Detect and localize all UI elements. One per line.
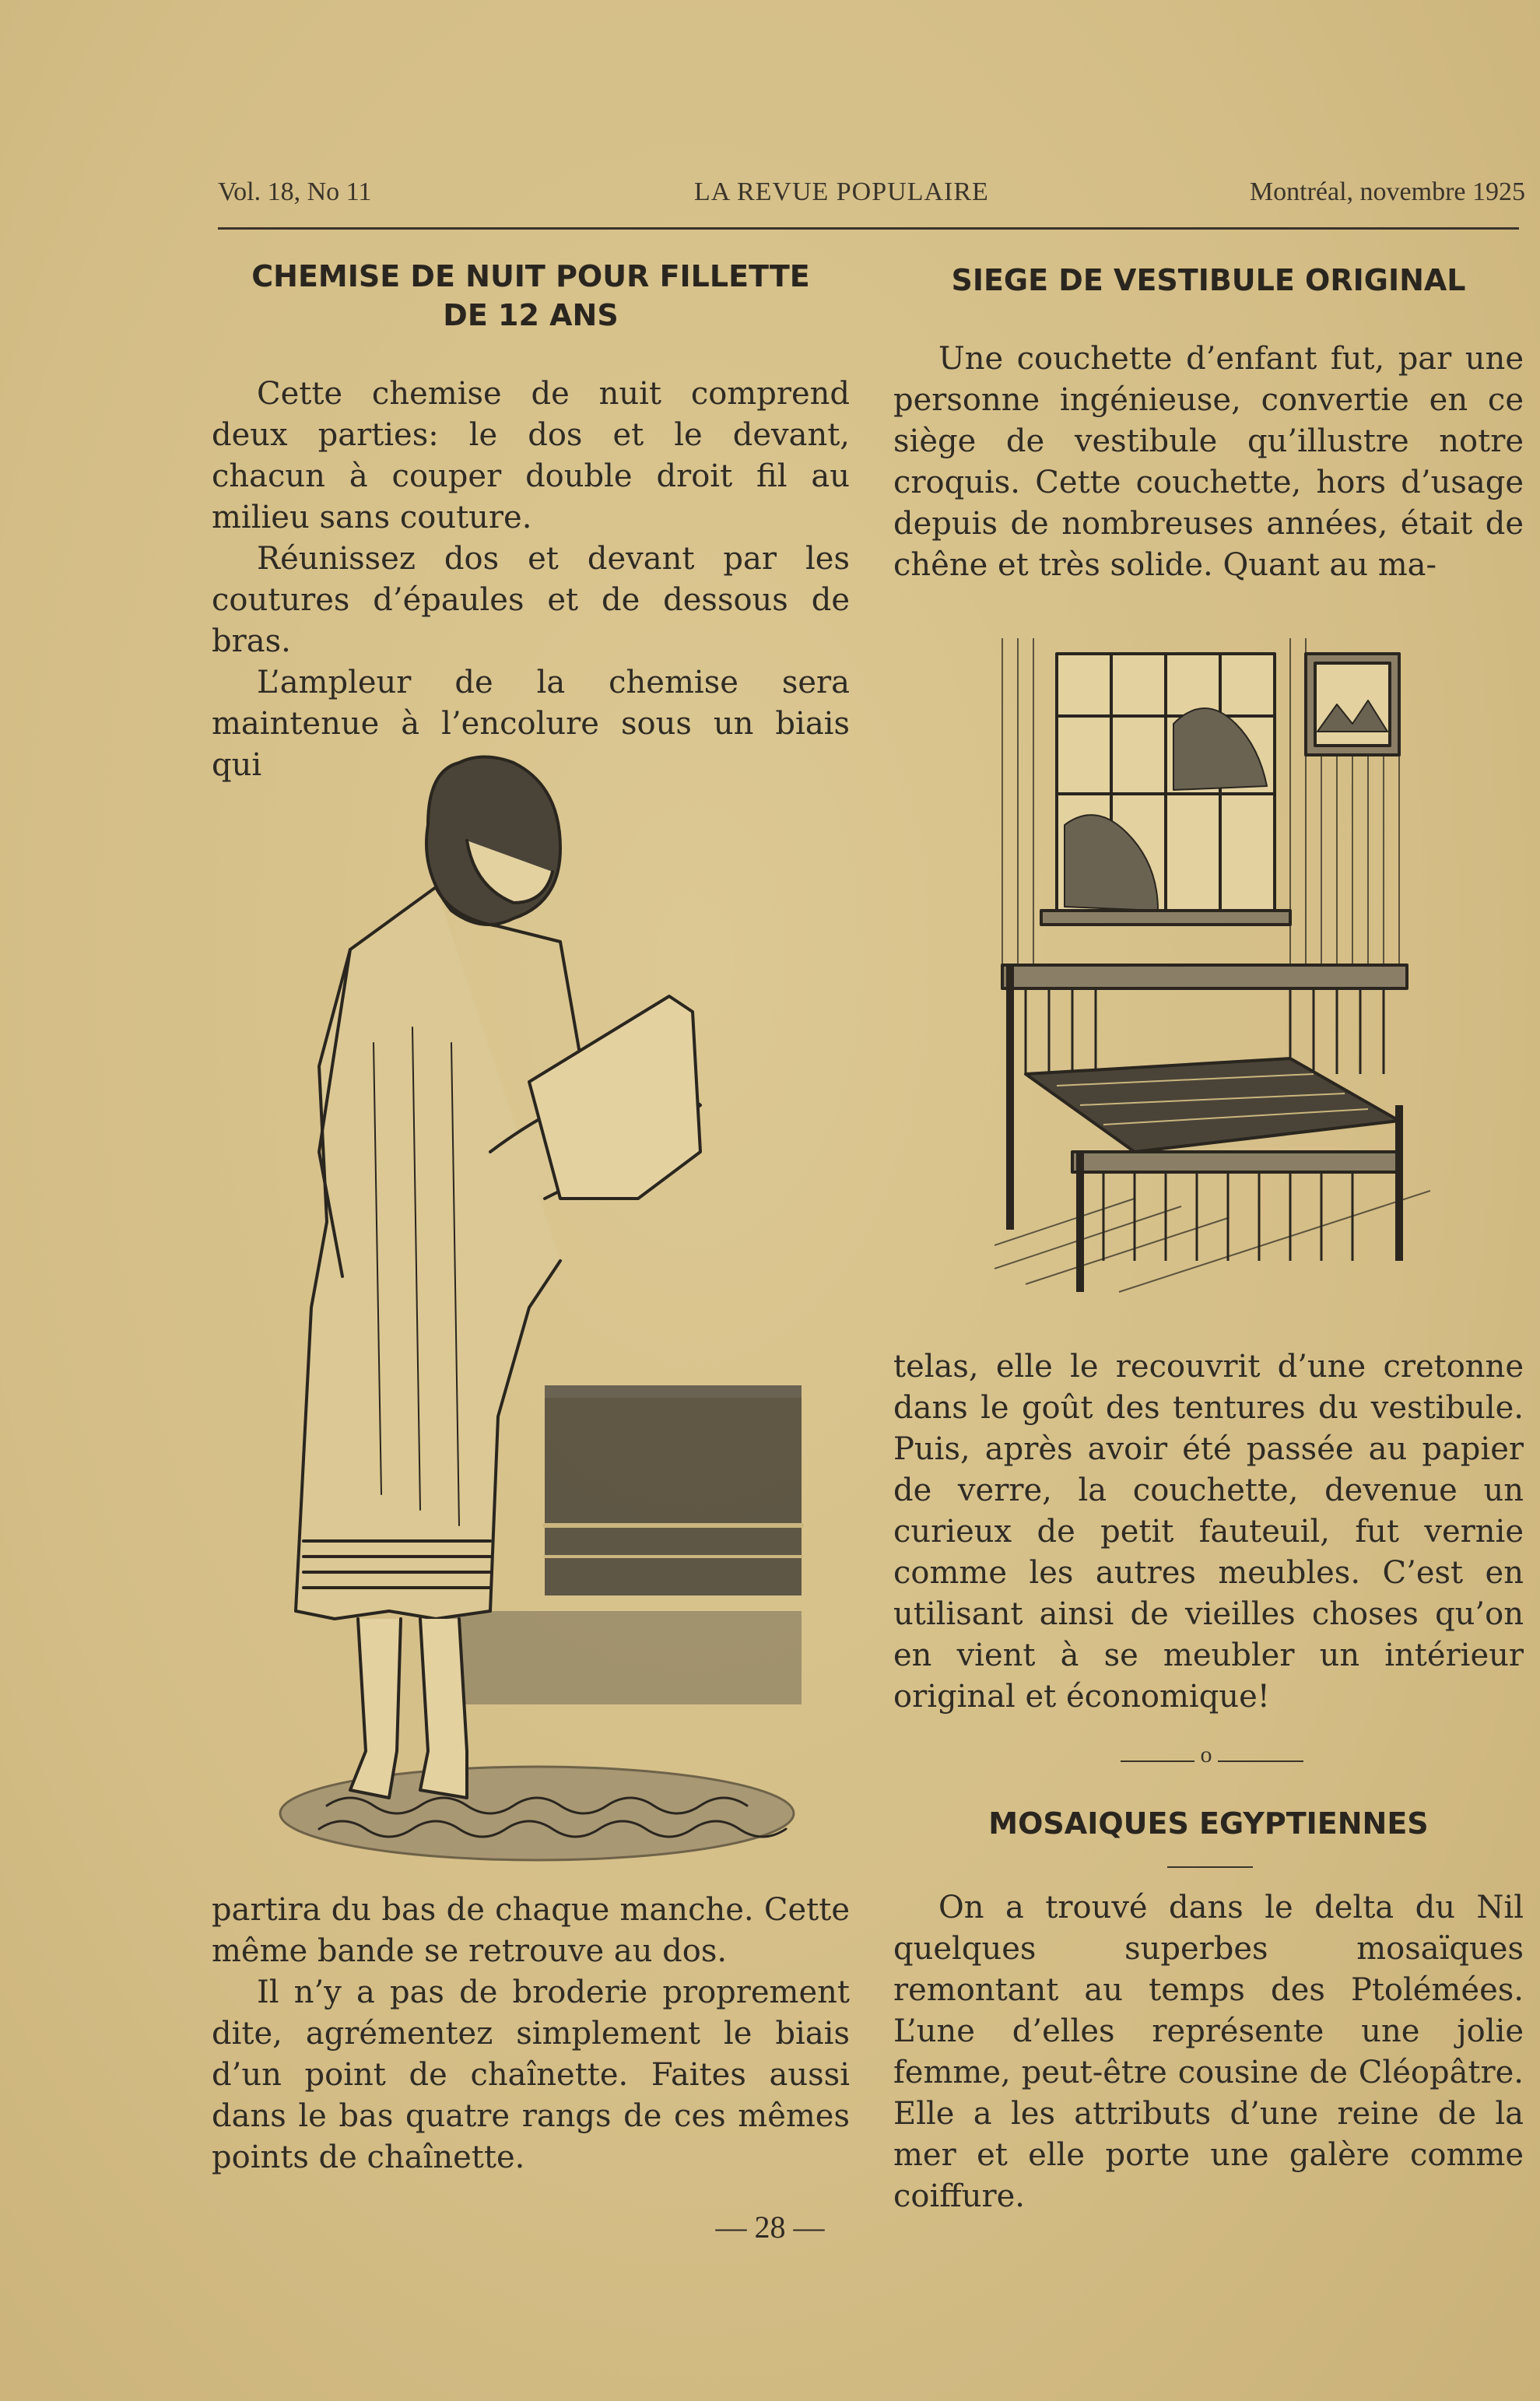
right1-para-2: telas, elle le recouvrit d’une cretonne dans le goût des tentures du vestibule. Puis, après avoir été passée au papier de verre, la couchette, devenue un curieux de petit fauteuil, fut vernie comme les autres meubles. C’est en utilisant ainsi de vieilles choses qu’on en vient à se meubler un intérieur original et économique! — [893, 1349, 1524, 1715]
left-article-top — [212, 257, 850, 786]
running-header — [218, 177, 1525, 216]
left-title-line2: DE 12 ANS — [443, 298, 619, 332]
left-para-2: Réunissez dos et devant par les coutures d’épaules et de dessous de bras. — [212, 541, 850, 659]
publication-title: LA REVUE POPULAIRE — [694, 177, 989, 206]
page-number: — 28 — — [715, 2210, 825, 2245]
left-article-title — [212, 257, 850, 335]
left-article-bottom — [212, 1890, 850, 2178]
right2-para-1: On a trouvé dans le delta du Nil quelques superbes mosaïques remontant au temps des Ptolémées. L’une d’elles représente une jolie femme, peut-être cousine de Cléopâtre. Elle a les attributs d’une reine de la mer et elle porte une galère comme coiffure. — [893, 1890, 1524, 2214]
left-para-5: Il n’y a pas de broderie proprement dite, agrémentez simplement le biais d’un point de chaînette. Faites aussi dans le bas quatre rangs de ces mêmes points de chaînette. — [212, 1975, 850, 2175]
nightgown-illustration — [233, 716, 825, 1883]
separator-mark: o — [1200, 1742, 1212, 1767]
separator-rule-right — [1218, 1760, 1303, 1762]
left-para-1: Cette chemise de nuit comprend deux parties: le dos et le devant, chacun à couper double droit fil au milieu sans couture. — [212, 376, 850, 535]
right-article1-top — [893, 261, 1524, 586]
right1-para-1: Une couchette d’enfant fut, par une personne ingénieuse, convertie en ce siège de vestibule qu’illustre notre croquis. Cette couchette, hors d’usage depuis de nombreuses années, était de chêne et très solide. Quant au ma- — [893, 341, 1524, 583]
left-title-line1: CHEMISE DE NUIT POUR FILLETTE — [251, 259, 810, 293]
right-article2-body — [893, 1887, 1524, 2217]
separator-rule-left — [1121, 1760, 1194, 1762]
right-article1-title: SIEGE DE VESTIBULE ORIGINAL — [951, 263, 1466, 297]
right-article2 — [893, 1804, 1524, 1843]
left-para-3: L’ampleur de la chemise sera maintenue à l’encolure sous un biais qui — [212, 665, 850, 783]
right-article1-bottom — [893, 1346, 1524, 1718]
right-article2-title: MOSAIQUES EGYPTIENNES — [988, 1806, 1429, 1841]
vestibule-seat-illustration — [995, 638, 1430, 1300]
title-underline — [1167, 1866, 1253, 1868]
header-rule — [218, 227, 1519, 230]
place-date: Montréal, novembre 1925 — [1249, 177, 1525, 206]
volume-number: Vol. 18, No 11 — [218, 177, 372, 206]
left-para-4: partira du bas de chaque manche. Cette même bande se retrouve au dos. — [212, 1892, 850, 1969]
